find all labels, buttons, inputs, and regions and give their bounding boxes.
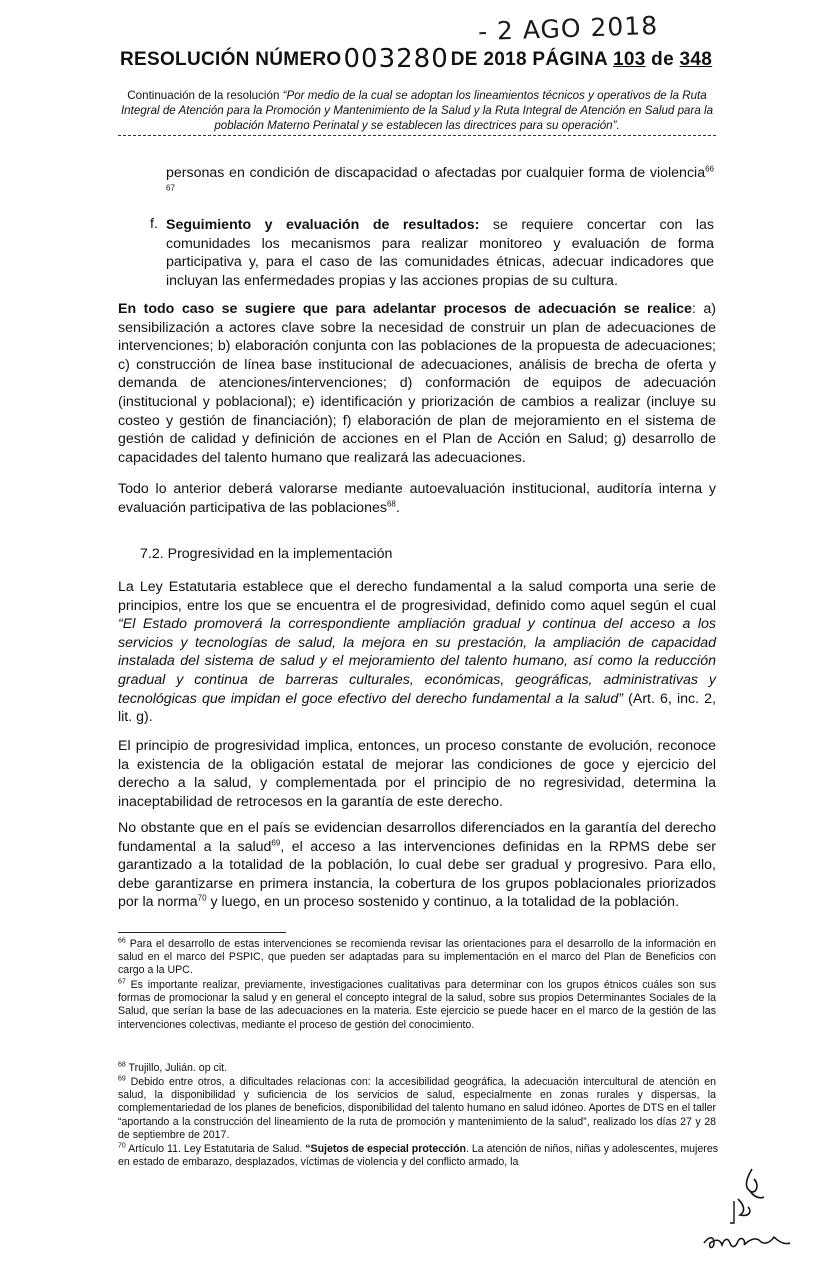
- footnote-ref: 70: [197, 893, 207, 903]
- paragraph-adecuacion: [118, 300, 716, 467]
- paragraph-text: Todo lo anterior deberá valorarse mediante autoevaluación institucional, auditoría interna y evaluación participativa de las poblaciones: [118, 481, 716, 516]
- of-text: de: [651, 49, 674, 70]
- footnote-text: Debido entre otros, a dificultades relacionas con: la accesibilidad geográfica, la adecuación intercultural de atención en salud, la disponibilidad y suficiencia de los servicios de salud, especialmente en zonas rurales y dispersas, la complementariedad de los planes de beneficios, disponibilidad del talento humano en salud idóneo. Aportes de DTS en el taller “aportando a la construcción del lineamiento de la ruta de promoción y mantenimiento de la salud”, realizado los días 27 y 28 de septiembre de 2017.: [118, 1076, 716, 1141]
- footnote-number: 70: [118, 1142, 126, 1150]
- footnote-number: 67: [118, 978, 126, 986]
- footnote-number: 66: [118, 937, 126, 945]
- paragraph-bold-lead: En todo caso se sugiere que para adelantar procesos de adecuación se realice: [118, 301, 692, 317]
- paragraph-end: .: [395, 499, 400, 516]
- paragraph-text: personas en condición de discapacidad o afectadas por cualquier forma de violencia: [166, 165, 706, 181]
- page-number: 103: [612, 49, 646, 70]
- footnote-text: Para el desarrollo de estas intervenciones se recomienda revisar las orientaciones para el desarrollo de la información en salud en el marco del PSPIC, que pueden ser adaptadas para su implementación en el marco del Plan de Beneficios con cargo a la UPC.: [118, 938, 716, 977]
- year-text: DE 2018 PÁGINA: [450, 49, 608, 70]
- footnote-number: 69: [118, 1075, 126, 1083]
- intro-quote: “Por medio de la cual se adoptan los lineamientos técnicos y operativos de la Ruta Integral de Atención para la Promoción y Mantenimiento de la Salud y la Ruta Integral de Atención en Salud para la población Materno Perinatal y se establecen las directrices para su operación”.: [120, 89, 714, 132]
- footnote-ref: 68: [386, 498, 396, 508]
- paragraph-text: La Ley Estatutaria establece que el derecho fundamental a la salud comporta una serie de principios, entre los que se encuentra el de progresividad, definido como aquel según el cual: [118, 579, 716, 614]
- footnote-number: 68: [118, 1061, 126, 1069]
- footnote-text: . La atención de niños, niñas y adolescentes, mujeres en estado de embarazo, desplazados, víctimas de violencia y del conflicto armado, la: [118, 1143, 719, 1169]
- header-divider: [118, 135, 716, 136]
- resolution-number-stamp: 003280: [343, 44, 449, 74]
- footnote-ref: 66 67: [166, 164, 714, 192]
- footnote-67: [118, 979, 716, 1032]
- footnote-69: [118, 1076, 716, 1142]
- list-marker: f.: [150, 216, 158, 232]
- paragraph-ley-estatutaria: [118, 578, 716, 727]
- section-heading: 7.2. Progresividad en la implementación: [140, 546, 393, 562]
- list-item-title: Seguimiento y evaluación de resultados:: [166, 217, 480, 233]
- resolution-header: [120, 42, 720, 72]
- footnote-70: [118, 1143, 718, 1169]
- total-pages: 348: [679, 49, 713, 70]
- footnote-66: [118, 938, 716, 978]
- footnote-text: Es importante realizar, previamente, investigaciones cualitativas para determinar con los grupos étnicos cuáles son sus formas de promocionar la salud y en general el concepto integral de la salud, sobre sus propios Determinantes Sociales de la Salud, que serían la base de las adecuaciones en la materia. Este ejercicio se puede hacer en el marco de la gestión de las intervenciones colectivas, mediante el proceso de gestión del conocimiento.: [118, 979, 716, 1031]
- list-item-f: [166, 216, 714, 290]
- footnote-divider: [118, 932, 286, 933]
- date-stamp: - 2 AGO 2018: [477, 10, 659, 47]
- paragraph-text: y luego, en un proceso sostenido y continuo, a la totalidad de la población.: [206, 894, 680, 911]
- paragraph-text: No obstante que en el país se evidencian desarrollos diferenciados en la garantía del derecho fundamental a la salud: [118, 820, 716, 855]
- footnote-bold: “Sujetos de especial protección: [305, 1143, 466, 1155]
- paragraph-citation: (Art. 6, inc. 2, lit. g).: [118, 690, 716, 726]
- footnote-68: [118, 1062, 716, 1075]
- paragraph-text: : a) sensibilización a actores clave sobre la necesidad de construir un plan de adecuaciones de intervenciones; b) elaboración conjunta con las poblaciones de la propuesta de adecuaciones; c) construcción de línea base institucional de adecuaciones, análisis de brecha de oferta y demanda de atenciones/intervenciones; d) conformación de equipos de adecuación (institucional y poblacional); e) identificación y priorización de cambios a realizar (incluye su costeo y gestión de financiación); f) elaboración de plan de mejoramiento en el sistema de gestión de calidad y definición de acciones en el Plan de Acción en Salud; g) desarrollo de capacidades del talento humano que realizará las adecuaciones.: [118, 301, 716, 466]
- list-item-text: se requiere concertar con las comunidades los mecanismos para realizar monitoreo y evaluación de forma participativa y, para el caso de las comunidades étnicas, adecuar indicadores que incluyan las enfermedades propias y las acciones propias de su cultura.: [166, 217, 714, 289]
- resolution-intro: [118, 88, 716, 133]
- footnote-text: Artículo 11. Ley Estatutaria de Salud.: [125, 1143, 306, 1155]
- paragraph-evaluacion: [118, 480, 716, 517]
- footnote-text: Trujillo, Julián. op cit.: [125, 1062, 228, 1074]
- paragraph-quote: “El Estado promoverá la correspondiente ampliación gradual y continua del acceso a los servicios y tecnologías de salud, la mejora en su prestación, la ampliación de capacidad instalada del sistema de salud y el mejoramiento del talento humano, así como la reducción gradual y continua de barreras culturales, económicas, geográficas, administrativas y tecnológicas que impidan el goce efectivo del derecho fundamental a la salud”: [118, 616, 716, 707]
- intro-lead: Continuación de la resolución: [127, 89, 280, 102]
- handwritten-signature: [700, 1165, 810, 1255]
- footnote-ref: 69: [271, 837, 281, 847]
- paragraph-continuation: [166, 164, 714, 201]
- paragraph-text: , el acceso a las intervenciones definidas en la RPMS debe ser garantizado a la totalidad de la población, lo cual debe ser gradual y progresivo. Para ello, debe garantizarse en primera instancia, la cobertura de los grupos poblacionales priorizados por la norma: [118, 838, 716, 911]
- resolution-label: RESOLUCIÓN NÚMERO: [120, 49, 342, 70]
- paragraph-progresividad: El principio de progresividad implica, entonces, un proceso constante de evolución, reconoce la existencia de la obligación estatal de mejorar las condiciones de goce y ejercicio del derecho a la salud, y complementada por el principio de no regresividad, determina la inaceptabilidad de retrocesos en la garantía de este derecho.: [118, 738, 716, 810]
- paragraph-no-obstante: [118, 819, 716, 912]
